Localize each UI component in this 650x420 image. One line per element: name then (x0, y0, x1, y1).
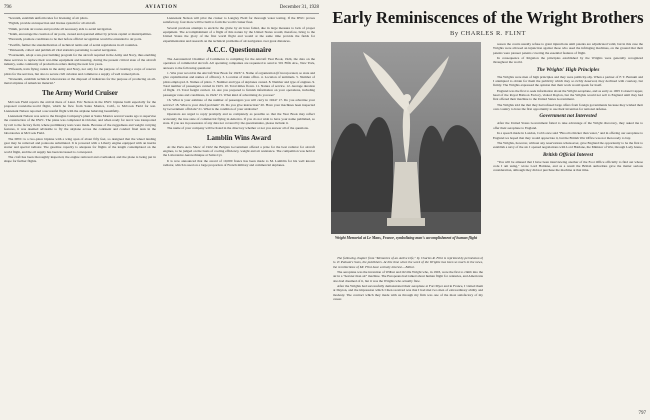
photo-caption (333, 236, 479, 241)
paragraph: The Wrights told me that they had refused large offers from foreign governments because they wished their own country to have the first opportunity to use their invention for national defense. (493, 102, 643, 112)
paragraph: The name of your company will be listed in the directory whether or not you answer all of the questions. (167, 126, 309, 131)
paragraph: reason the courts usually refuse to grant injunctions until patents are adjudicated valid, but in this case the Wrights were allowed an injunction against those who used the infringing machines, on the ground that their patents were pioneer patents covering the essential features of flight. (493, 42, 643, 55)
paragraph: "Eighth, provide an inspection and license system for all aircraft. (8, 21, 97, 26)
issue-date: December 31, 1928 (279, 5, 319, 10)
paragraph: McCook Field reports the arrival there of Lieut. Eric Nelson in the DWC biplane built especially for the proposed round-the-world flight, which he flew from Santa Monica, Calif., to McCook Field for test. Lieutenant Nelson reported a successful flight with the airplane behaving beautifully. (4, 99, 156, 113)
paragraph: "Sixteenth, establish technical laboratories at the disposal of industries for the purpose of producing an all-metal airplane of American material." (4, 77, 156, 86)
right-page-number: 797 (638, 411, 646, 416)
left-column-2 (163, 16, 315, 414)
editor-note: The following chapter from "Memories of an Active Life," by Charles R. Flint is reprinted by permission of G. P. Putnam's Sons, the publishers. At this time when the work of the Wrights has been so much in the news, the recollections of Mr. Flint have a timely interest.—Editor. (333, 256, 483, 269)
right-column-2 (493, 42, 643, 404)
paragraph: "Ninth, provide air routes and provide all necessary aids to aerial navigation. (8, 26, 113, 31)
paragraph: After the United States Government failed to take advantage of the Wright discovery, they asked me to offer their aeroplane to England. (493, 121, 643, 130)
memorial-photo-illustration (331, 42, 481, 234)
sub-heading-british: British Official Interest (542, 151, 594, 158)
left-page-number: 796 (4, 5, 12, 10)
paragraph: After the Wrights had successfully demonstrated their aeroplane at Fort Myer and in France, I visited them at Dayton, and the impression which I then received was that I had met two men of extraordinary ability and modesty. The contract which they made with us through my firm was one of the most satisfactory of my career. (333, 284, 483, 302)
photo-caption-text: Wright Memorial at Le Mans, France, symbolizing man's accomplishment of human flight (334, 236, 478, 240)
paragraph: "Tenth, encourage the creation of air ports, owned and operated either by private capital or municipalities. (8, 32, 152, 37)
paragraph: The aeroplane was the invention of Wilbur and Orville Wright who, in 1903, were the first to climb into the air in a "heavier than air" machine. The Europeans had talked about human flight for centuries, and Americans also had dreamed of it, but it was the Wrights who actually flew. (333, 270, 483, 283)
paragraph: Lieutenant Nelson was sent to the Douglas Company's plant at Santa Monica several weeks ago to supervise the construction of the DWC. The plane was completed in October, and when ready for test it was transported by rail to the factory field, where preliminary tests were made. Because of the ruggedness and weight carrying features, it was deemed advisable to fly the airplane across the continent and conduct final tests in the laboratories at McCook Field. (4, 113, 156, 136)
paragraph: "Seventh, establish uniform rules for licensing of air pilots. (8, 16, 89, 20)
paragraph: "Eleventh, promote conditions to be met before official recognition would be extended to air ports. (8, 37, 143, 42)
paragraph: "Fifteenth, train flying cadets in the Army and Navy, not only for the purpose of creating a corps of reserve pilots for the services, but also to secure civil aviation and commerce a supply of well trained pilots. (4, 67, 156, 76)
paragraph: The craft has been thoroughly inspected, the engine removed and overhauled, and the plane is being put in shape for further flights. (4, 154, 156, 164)
right-page (327, 0, 650, 420)
right-column-1 (333, 256, 483, 404)
sub-heading-government: Government not Interested (539, 113, 597, 120)
paragraph: At the Paris Aero Show of 1922 the Belgian Government offered a prize for the best radiator for aircraft engines, to be judged on the basis of cooling efficiency, weight and air resistance. The competition was held at the Laboratoire Aerotechnique at Saint-Cyr. (163, 144, 315, 158)
paragraph: "Thirteenth, collect and publish all vital statistics pertaining to aerial navigation. (8, 48, 117, 53)
paragraph: "Twelfth, further the standardization of technical terms and of aerial regulations in all countries. (8, 42, 139, 47)
section-heading-world-cruiser: The Army World Cruiser (42, 88, 118, 97)
paragraph: The DWC is a two-place biplane with a wing span of about fifty feet, so designed that the wheel landing gear may be removed and pontoons substituted. It is powered with a Liberty engine equipped with an inertia starter and special radiator. The gasoline capacity is adequate for flights of the length contemplated on the world flight, and the oil supply has been increased to correspond. (4, 136, 156, 154)
paragraph: "You will be amused that I have been interviewing another of the Foot Office officially to find out whose code I am using," wrote Lord Haldane, and as a result the British authorities gave the matter serious consideration, although they did not purchase the machine at that time. (493, 159, 643, 173)
left-page-header (4, 3, 319, 14)
paragraph: "Fourteenth, adopt a ten-year building program for the aircraft required in the Army and Navy, thus enabling these services to replace their war-time equipment and insuring, during the present critical state of the aircraft industry, some continuity of production orders during the next few years. (4, 53, 156, 67)
paragraph: England was the first to seek information about the Wright aeroplane, and as early as 1905 Colonel Capper, head of the Royal Balloon Factory, visited Dayton, but the Wrights would not sell to England until they had first offered their machine to the United States Government. (493, 88, 643, 102)
paragraph: Operators are urged to reply promptly and as completely as possible so that the Year Book may reflect accurately the true state of commercial flying in America. If you do not wish to have your name published, so state. If you are in possession of any data not covered by the questionnaire, please include it. (163, 112, 315, 125)
paragraph: 16. What is your estimate of the number of passengers you will carry in 1924? 17. Do you advertise your service? 18. What is your chief problem? 19. Do you give instruction? 20. Have your machines been inspected by Government officials? 21. What is the condition of your airdrome? (163, 98, 315, 111)
paragraph: Lieutenant Nelson will pilot the cruiser to Langley Field for thorough water testing. If the DWC proves satisfactory, four more will be built to form the world cruiser fleet. (163, 16, 315, 25)
wright-memorial-photo (331, 42, 481, 234)
magazine-name: AVIATION (145, 5, 178, 10)
paragraph: Several previous attempts to encircle the globe by air have failed, due in large measure to lack of proper equipment. The accomplishment of a flight of this nature by the United States would, therefore, bring to the United States the glory of the first world flight and would at the same time provide the fields for experimentation and research on the technical problems of air navigation over great distances. (163, 25, 315, 43)
section-heading-lamblin: Lamblin Wins Award (206, 133, 272, 142)
paragraph: The Wrights, however, without any reservations whatsoever, gave England the opportunity to be the first to establish a navy of the air. I opened negotiations with Lord Haldane, the Minister of War, through Lady Jeune. (493, 140, 643, 150)
paragraph: It is now announced that the award of 10,000 francs has been made to M. Lamblin for his well known radiator, which is used on a large proportion of French military and commercial airplanes. (163, 158, 315, 167)
left-column-1 (4, 16, 156, 414)
paragraph: The Wrights were men of high principles and they were publicity-shy. When a partner of F. T. Barnum and I attempted to obtain for them the publicity which they so richly deserved, they declined with courtesy, but firmly. The Wrights expressed the opinion that their work would speak for itself. (493, 74, 643, 88)
section-heading-questionnaire: A.C.C. Questionnaire (206, 46, 272, 55)
article-byline: By CHARLES R. FLINT (450, 30, 526, 37)
paragraph: In consequence of litigation the principles established by the Wrights were generally recognized throughout the world. (493, 56, 643, 65)
paragraph: The Aeronautical Chamber of Commerce is compiling for the Aircraft Year Book, 1924, the data on the operation of commercial aircraft. All operating companies are requested to send to 501 Fifth Ave., New York, answers to the following questions: (163, 57, 315, 70)
paragraph: In a speech made in London, Cobb once said "Blood is thicker than water," and in offering our aeroplane to England we hoped that they would appreciate it, but the British War Office was not then ready to buy. (493, 131, 643, 140)
article-title: Early Reminiscences of the Wright Brothers (332, 8, 644, 27)
sub-heading-high-principles: The Wrights' High Principles (536, 66, 600, 73)
paragraph: 1. Was your record in the Aircraft Year Book for 1923? 2. Name of organization (if incorporated, so state and give capitalization and names of officers). 3. Location of main office. 4. Location of terminals. 5. Number of pilots employed. 6. Names of pilots. 7. Number and type of airplanes owned. 8. Number and type of engines. 9. Total number of passengers carried in 1923. 10. Total miles flown. 11. Nature of service. 12. Average duration of flight. 13. Total freight carried. 14. Are you prepared to furnish information on your operations, including passenger rates and conditions, in 1924? 15. What kind of advertising do you use? (163, 71, 315, 97)
